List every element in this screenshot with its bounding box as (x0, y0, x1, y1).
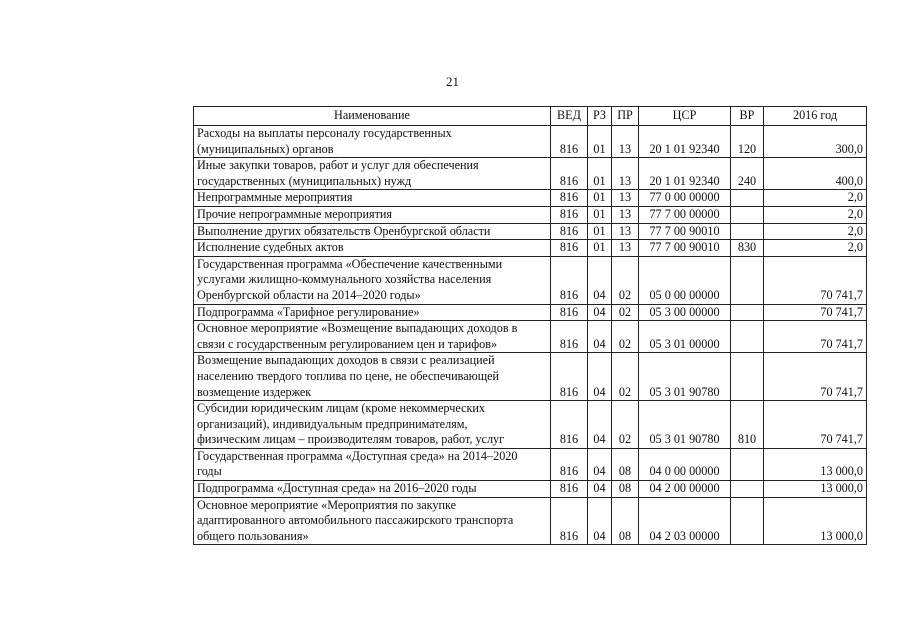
cell-name-line: физическим лицам – производителям товаров, работ, услуг (197, 432, 505, 447)
cell-name-line: Основное мероприятие «Мероприятия по закупке (197, 497, 457, 512)
cell-ved: 816 (551, 158, 588, 190)
cell-name-line: годы (197, 464, 222, 479)
cell-sum: 70 741,7 (764, 321, 867, 353)
cell-name (194, 126, 551, 158)
cell-rz: 04 (588, 256, 612, 304)
cell-name-line: государственных (муниципальных) нужд (197, 173, 412, 188)
cell-rz: 01 (588, 190, 612, 207)
cell-vr: 810 (731, 401, 764, 449)
table-header-row (194, 107, 867, 126)
cell-rz: 04 (588, 321, 612, 353)
cell-name (194, 353, 551, 401)
cell-ved: 816 (551, 304, 588, 321)
cell-name-line: общего пользования» (197, 528, 309, 543)
cell-rz: 04 (588, 497, 612, 545)
cell-pr: 02 (612, 321, 639, 353)
cell-name-line: связи с государственным регулированием цен и тарифов» (197, 336, 498, 351)
cell-name-line: Государственная программа «Обеспечение качественными (197, 256, 503, 271)
cell-vr (731, 481, 764, 498)
cell-sum: 2,0 (764, 206, 867, 223)
cell-csr: 04 2 03 00000 (639, 497, 731, 545)
cell-rz: 04 (588, 448, 612, 480)
cell-ved: 816 (551, 353, 588, 401)
cell-rz: 01 (588, 158, 612, 190)
cell-csr: 20 1 01 92340 (639, 158, 731, 190)
cell-name-line: Государственная программа «Доступная среда» на 2014–2020 (197, 448, 518, 463)
table-body (194, 126, 867, 545)
cell-name (194, 190, 551, 207)
table-row (194, 158, 867, 190)
cell-pr: 02 (612, 256, 639, 304)
table-row (194, 401, 867, 449)
cell-name-line: населению твердого топлива по цене, не обеспечивающей (197, 368, 500, 383)
cell-rz: 01 (588, 206, 612, 223)
cell-name-line: Прочие непрограммные мероприятия (197, 206, 393, 221)
cell-csr: 77 0 00 00000 (639, 190, 731, 207)
cell-ved: 816 (551, 190, 588, 207)
cell-name (194, 206, 551, 223)
cell-name-line: Подпрограмма «Доступная среда» на 2016–2020 годы (197, 481, 477, 496)
cell-name-line: Непрограммные мероприятия (197, 190, 353, 205)
cell-csr: 20 1 01 92340 (639, 126, 731, 158)
cell-pr: 13 (612, 126, 639, 158)
cell-name (194, 256, 551, 304)
cell-sum: 13 000,0 (764, 481, 867, 498)
cell-name-line: услугами жилищно-коммунального хозяйства населения (197, 272, 492, 287)
table-row (194, 353, 867, 401)
cell-ved: 816 (551, 497, 588, 545)
cell-name (194, 401, 551, 449)
cell-name-line: Подпрограмма «Тарифное регулирование» (197, 304, 420, 319)
table-row (194, 223, 867, 240)
cell-sum: 300,0 (764, 126, 867, 158)
cell-ved: 816 (551, 321, 588, 353)
cell-csr: 04 2 00 00000 (639, 481, 731, 498)
header-csr: ЦСР (639, 107, 731, 126)
cell-name-line: Основное мероприятие «Возмещение выпадающих доходов в (197, 321, 518, 336)
cell-pr: 02 (612, 401, 639, 449)
header-vr: ВР (731, 107, 764, 126)
table-row (194, 126, 867, 158)
cell-sum: 70 741,7 (764, 353, 867, 401)
cell-rz: 01 (588, 223, 612, 240)
cell-vr (731, 353, 764, 401)
cell-name (194, 240, 551, 257)
cell-csr: 77 7 00 90010 (639, 223, 731, 240)
cell-pr: 08 (612, 448, 639, 480)
cell-ved: 816 (551, 240, 588, 257)
header-pr: ПР (612, 107, 639, 126)
table-row (194, 206, 867, 223)
cell-name-line: организаций), индивидуальным предпринимателям, (197, 416, 468, 431)
cell-csr: 77 7 00 90010 (639, 240, 731, 257)
page-number: 21 (446, 74, 459, 89)
cell-csr: 04 0 00 00000 (639, 448, 731, 480)
cell-name-line: Оренбургской области на 2014–2020 годы» (197, 287, 421, 302)
cell-rz: 04 (588, 353, 612, 401)
cell-vr (731, 497, 764, 545)
table-row (194, 240, 867, 257)
cell-name (194, 158, 551, 190)
table-row (194, 304, 867, 321)
cell-name-line: Возмещение выпадающих доходов в связи с реализацией (197, 353, 495, 368)
cell-name-line: Субсидии юридическим лицам (кроме некоммерческих (197, 401, 485, 416)
cell-name (194, 497, 551, 545)
cell-name (194, 481, 551, 498)
cell-vr (731, 223, 764, 240)
cell-ved: 816 (551, 448, 588, 480)
cell-rz: 04 (588, 481, 612, 498)
cell-ved: 816 (551, 481, 588, 498)
table-row (194, 321, 867, 353)
table-row (194, 481, 867, 498)
cell-rz: 01 (588, 126, 612, 158)
cell-vr: 240 (731, 158, 764, 190)
cell-sum: 70 741,7 (764, 304, 867, 321)
header-sum: 2016 год (764, 107, 867, 126)
cell-sum: 13 000,0 (764, 497, 867, 545)
cell-pr: 13 (612, 158, 639, 190)
cell-csr: 05 3 01 00000 (639, 321, 731, 353)
cell-sum: 2,0 (764, 240, 867, 257)
cell-pr: 13 (612, 223, 639, 240)
cell-name-line: Выполнение других обязательств Оренбургской области (197, 223, 491, 238)
cell-name (194, 223, 551, 240)
table-row (194, 448, 867, 480)
cell-name (194, 321, 551, 353)
cell-pr: 08 (612, 481, 639, 498)
cell-csr: 77 7 00 00000 (639, 206, 731, 223)
cell-ved: 816 (551, 401, 588, 449)
cell-vr (731, 206, 764, 223)
cell-vr (731, 256, 764, 304)
cell-name-line: возмещение издержек (197, 384, 312, 399)
header-name: Наименование (194, 107, 551, 126)
cell-pr: 02 (612, 304, 639, 321)
cell-sum: 400,0 (764, 158, 867, 190)
cell-csr: 05 3 01 90780 (639, 353, 731, 401)
cell-ved: 816 (551, 206, 588, 223)
cell-rz: 01 (588, 240, 612, 257)
cell-pr: 13 (612, 190, 639, 207)
cell-csr: 05 3 00 00000 (639, 304, 731, 321)
cell-pr: 13 (612, 206, 639, 223)
cell-sum: 70 741,7 (764, 401, 867, 449)
cell-ved: 816 (551, 126, 588, 158)
cell-vr: 830 (731, 240, 764, 257)
cell-ved: 816 (551, 223, 588, 240)
table-row (194, 190, 867, 207)
table-row (194, 497, 867, 545)
cell-name (194, 304, 551, 321)
cell-csr: 05 3 01 90780 (639, 401, 731, 449)
cell-name-line: адаптированного автомобильного пассажирского транспорта (197, 513, 514, 528)
cell-name-line: Иные закупки товаров, работ и услуг для обеспечения (197, 158, 479, 173)
cell-ved: 816 (551, 256, 588, 304)
header-rz: РЗ (588, 107, 612, 126)
cell-vr (731, 321, 764, 353)
cell-vr (731, 448, 764, 480)
cell-name (194, 448, 551, 480)
cell-vr (731, 190, 764, 207)
cell-sum: 2,0 (764, 223, 867, 240)
cell-rz: 04 (588, 304, 612, 321)
cell-pr: 08 (612, 497, 639, 545)
cell-name-line: Расходы на выплаты персоналу государственных (197, 126, 452, 140)
budget-table (193, 106, 867, 545)
cell-csr: 05 0 00 00000 (639, 256, 731, 304)
header-ved: ВЕД (551, 107, 588, 126)
cell-sum: 13 000,0 (764, 448, 867, 480)
cell-sum: 2,0 (764, 190, 867, 207)
cell-sum: 70 741,7 (764, 256, 867, 304)
cell-pr: 02 (612, 353, 639, 401)
cell-rz: 04 (588, 401, 612, 449)
cell-name-line: Исполнение судебных актов (197, 240, 344, 255)
cell-name-line: (муниципальных) органов (197, 141, 334, 156)
cell-pr: 13 (612, 240, 639, 257)
cell-vr: 120 (731, 126, 764, 158)
table-row (194, 256, 867, 304)
cell-vr (731, 304, 764, 321)
